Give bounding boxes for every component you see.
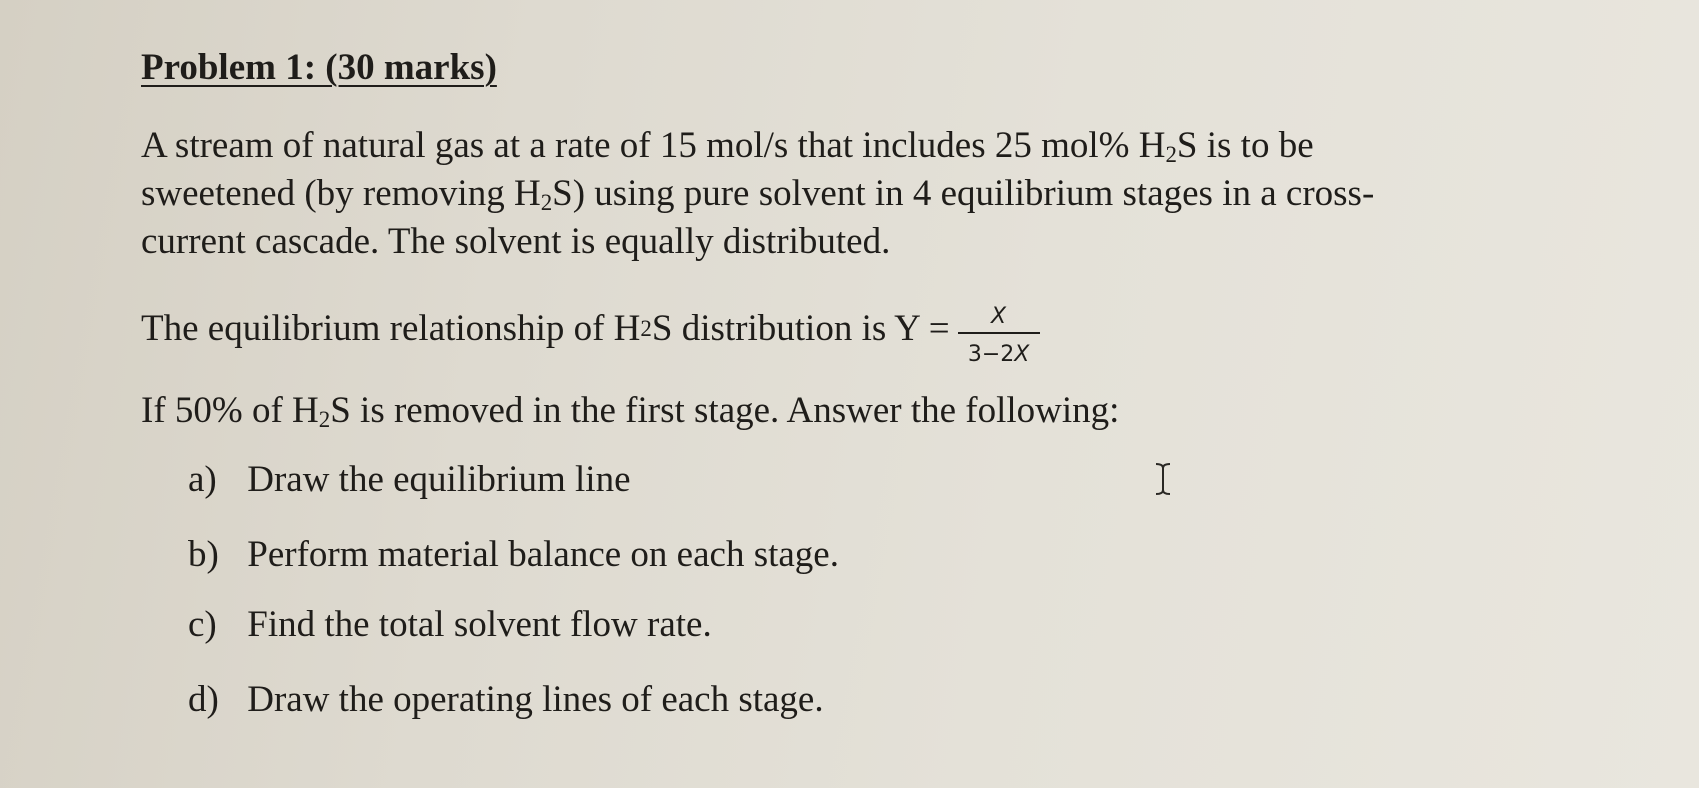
item-text: Draw the operating lines of each stage. (247, 679, 824, 720)
item-label: a) (188, 459, 217, 500)
equilibrium-relationship: The equilibrium relationship of H 2 S distribution is Y = $\frac{X}{3-2X}$ (141, 297, 1040, 360)
statement-line-3: current cascade. The solvent is equally distributed. (141, 221, 891, 262)
statement-line-1: A stream of natural gas at a rate of 15 mol/s that includes 25 mol% $H_2S$ is to be (141, 125, 1314, 168)
fraction-numerator: X (991, 304, 1007, 329)
fraction-denominator: 3−2X (967, 342, 1030, 367)
question-item-b (188, 533, 839, 576)
question-item-c (188, 603, 712, 646)
problem-statement (141, 122, 1521, 266)
statement-line-2: sweetened (by removing $H_2S$) using pure solvent in 4 equilibrium stages in a cross- (141, 173, 1375, 216)
item-label: c) (188, 604, 217, 645)
item-text: Draw the equilibrium line (247, 459, 631, 500)
equilibrium-fraction (958, 304, 1040, 367)
problem-title: Problem 1: (30 marks) (141, 47, 497, 88)
question-item-a (188, 458, 631, 501)
question-intro: If 50% of $H_2S$ is removed in the first stage. Answer the following: (141, 390, 1120, 433)
item-text: Perform material balance on each stage. (247, 534, 839, 575)
item-label: b) (188, 534, 219, 575)
text-cursor-icon (1152, 462, 1174, 496)
question-item-d (188, 678, 824, 721)
item-label: d) (188, 679, 219, 720)
item-text: Find the total solvent flow rate. (247, 604, 712, 645)
